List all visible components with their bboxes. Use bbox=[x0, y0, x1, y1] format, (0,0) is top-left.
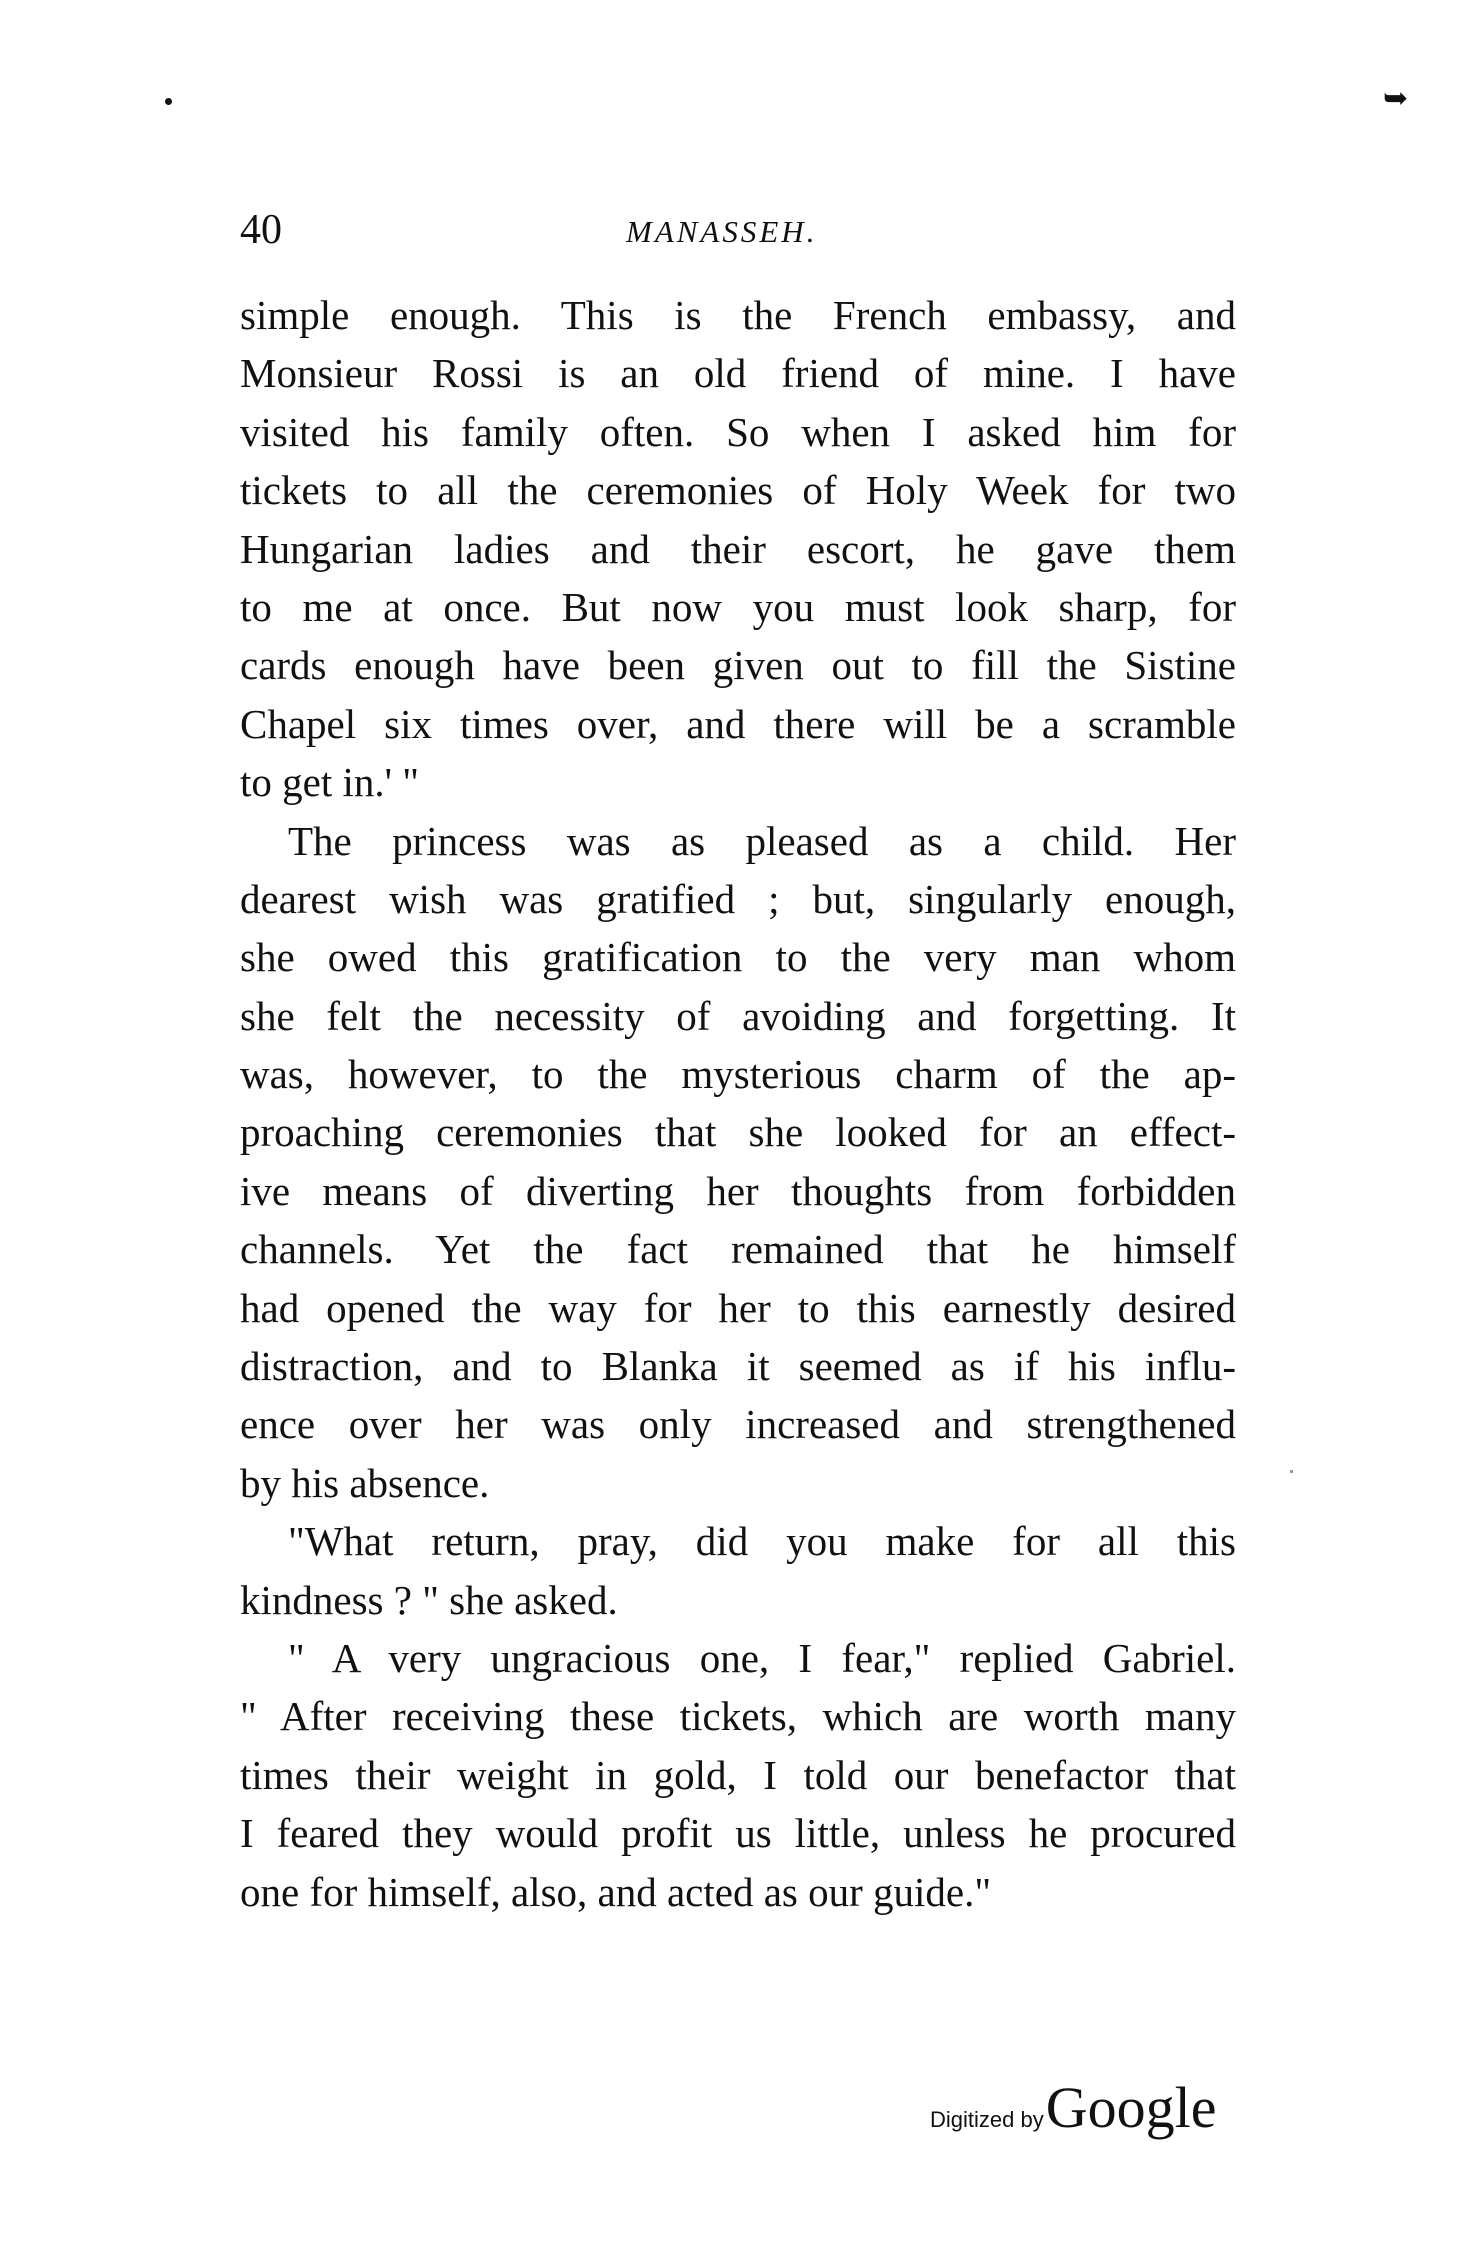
text-line: ence over her was only increased and strengthened bbox=[240, 1401, 1236, 1448]
text-line: tickets to all the ceremonies of Holy Week for two bbox=[240, 467, 1236, 514]
text-line: kindness ? " she asked. bbox=[240, 1576, 618, 1623]
text-line: by his absence. bbox=[240, 1459, 490, 1506]
text-line: to get in.' " bbox=[240, 759, 419, 806]
text-line: " After receiving these tickets, which are worth many bbox=[240, 1693, 1236, 1740]
body-text bbox=[240, 286, 1236, 1921]
text-line: "What return, pray, did you make for all this bbox=[288, 1518, 1236, 1565]
text-line: times their weight in gold, I told our benefactor that bbox=[240, 1751, 1236, 1798]
text-line: had opened the way for her to this earnestly desired bbox=[240, 1284, 1236, 1331]
text-line: ive means of diverting her thoughts from forbidden bbox=[240, 1167, 1236, 1214]
text-line: dearest wish was gratified ; but, singularly enough, bbox=[240, 875, 1236, 922]
running-title: MANASSEH. bbox=[626, 214, 818, 249]
text-line: she owed this gratification to the very man whom bbox=[240, 934, 1236, 981]
text-line: was, however, to the mysterious charm of the ap- bbox=[240, 1051, 1236, 1098]
text-line: channels. Yet the fact remained that he himself bbox=[240, 1226, 1236, 1273]
text-line: simple enough. This is the French embassy, and bbox=[240, 292, 1236, 338]
digitized-by-label: Digitized by bbox=[930, 2107, 1044, 2132]
scan-speck bbox=[165, 98, 172, 105]
text-line: Chapel six times over, and there will be a scramble bbox=[240, 700, 1236, 747]
text-line: Monsieur Rossi is an old friend of mine. I have bbox=[240, 350, 1236, 397]
google-wordmark: Google bbox=[1045, 2075, 1217, 2140]
text-line: " A very ungracious one, I fear," replied Gabriel. bbox=[288, 1634, 1236, 1681]
text-line: distraction, and to Blanka it seemed as if his influ- bbox=[240, 1343, 1236, 1390]
text-line: one for himself, also, and acted as our guide." bbox=[240, 1868, 992, 1915]
text-line: to me at once. But now you must look sharp, for bbox=[240, 583, 1236, 630]
page-number: 40 bbox=[240, 207, 282, 253]
text-line: I feared they would profit us little, unless he procured bbox=[240, 1810, 1236, 1857]
scan-speck bbox=[1290, 1470, 1293, 1473]
text-line: Hungarian ladies and their escort, he gave them bbox=[240, 525, 1236, 572]
text-line: proaching ceremonies that she looked for an effect- bbox=[240, 1109, 1236, 1156]
text-line: visited his family often. So when I asked him for bbox=[240, 408, 1236, 455]
text-line: she felt the necessity of avoiding and forgetting. It bbox=[240, 992, 1236, 1039]
text-line: cards enough have been given out to fill the Sistine bbox=[240, 642, 1236, 689]
digitized-by-google-watermark bbox=[930, 2074, 1216, 2154]
scan-mark: ➥ bbox=[1383, 82, 1409, 115]
text-line: The princess was as pleased as a child. Her bbox=[288, 817, 1236, 864]
running-head bbox=[240, 200, 1240, 260]
